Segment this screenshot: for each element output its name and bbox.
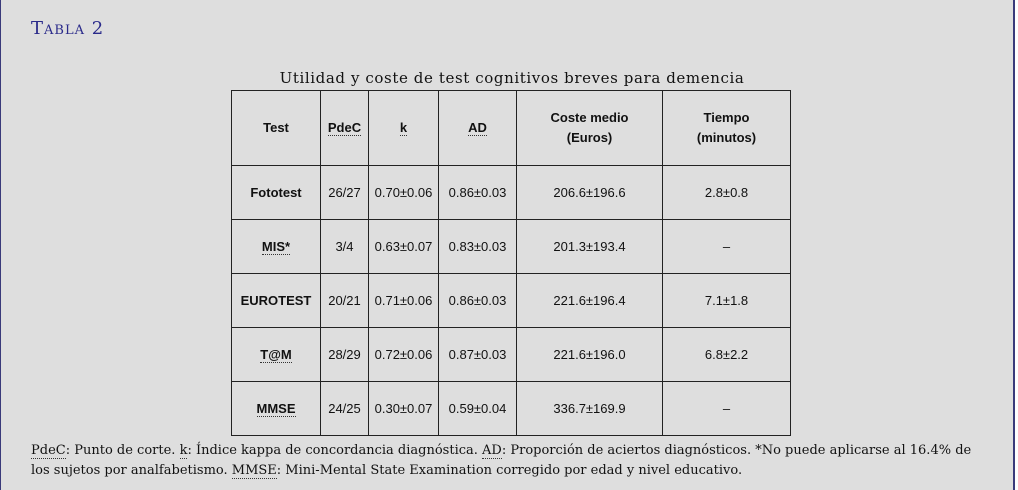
cell-pdec: 26/27: [321, 166, 369, 220]
footnote-text: : Proporción de aciertos diagnósticos. *No puede aplicarse al 16.4% de los sujetos por analfabetismo.: [31, 443, 972, 478]
table-header-row: [232, 91, 791, 166]
cell-test: Fototest: [232, 166, 321, 220]
header-pdec[interactable]: PdeC: [321, 91, 369, 166]
abbr-pdec[interactable]: PdeC: [31, 443, 66, 458]
cell-test[interactable]: MMSE: [232, 382, 321, 436]
cell-ad: 0.83±0.03: [439, 220, 517, 274]
cell-coste: 221.6±196.4: [517, 274, 663, 328]
cell-k: 0.71±0.06: [369, 274, 439, 328]
abbr-k[interactable]: k: [179, 443, 188, 458]
header-tiempo: Tiempo (minutos): [663, 91, 791, 166]
cell-ad: 0.86±0.03: [439, 166, 517, 220]
abbr-mmse[interactable]: MMSE: [231, 463, 277, 478]
cell-test: EUROTEST: [232, 274, 321, 328]
footnote-text: : Índice kappa de concordancia diagnóstica.: [187, 443, 483, 458]
cell-pdec: 28/29: [321, 328, 369, 382]
cell-pdec: 3/4: [321, 220, 369, 274]
cell-coste: 201.3±193.4: [517, 220, 663, 274]
cell-pdec: 24/25: [321, 382, 369, 436]
cell-k: 0.30±0.07: [369, 382, 439, 436]
table-row: [232, 382, 791, 436]
header-ad[interactable]: AD: [439, 91, 517, 166]
table-row: [232, 328, 791, 382]
cell-k: 0.63±0.07: [369, 220, 439, 274]
abbr-ad[interactable]: AD: [482, 443, 502, 458]
header-k[interactable]: k: [369, 91, 439, 166]
table-caption: Utilidad y coste de test cognitivos breves para demencia: [279, 69, 745, 87]
cell-tiempo: 2.8±0.8: [663, 166, 791, 220]
cell-coste: 336.7±169.9: [517, 382, 663, 436]
data-table: [231, 90, 791, 436]
footnote-text: : Punto de corte.: [65, 443, 180, 458]
cell-tiempo: –: [663, 220, 791, 274]
table-row: [232, 166, 791, 220]
header-test: Test: [232, 91, 321, 166]
cell-ad: 0.87±0.03: [439, 328, 517, 382]
cell-coste: 221.6±196.0: [517, 328, 663, 382]
panel-title: Tabla 2: [31, 18, 105, 39]
cell-test[interactable]: T@M: [232, 328, 321, 382]
cell-k: 0.72±0.06: [369, 328, 439, 382]
cell-coste: 206.6±196.6: [517, 166, 663, 220]
table-row: [232, 274, 791, 328]
cell-ad: 0.59±0.04: [439, 382, 517, 436]
cell-tiempo: 7.1±1.8: [663, 274, 791, 328]
cell-ad: 0.86±0.03: [439, 274, 517, 328]
table-row: [232, 220, 791, 274]
cell-pdec: 20/21: [321, 274, 369, 328]
table-footnote: [31, 441, 991, 481]
footnote-text: : Mini-Mental State Examination corregido por edad y nivel educativo.: [276, 463, 743, 478]
cell-test[interactable]: MIS*: [232, 220, 321, 274]
cell-tiempo: 6.8±2.2: [663, 328, 791, 382]
cell-k: 0.70±0.06: [369, 166, 439, 220]
cell-tiempo: –: [663, 382, 791, 436]
header-coste: Coste medio (Euros): [517, 91, 663, 166]
